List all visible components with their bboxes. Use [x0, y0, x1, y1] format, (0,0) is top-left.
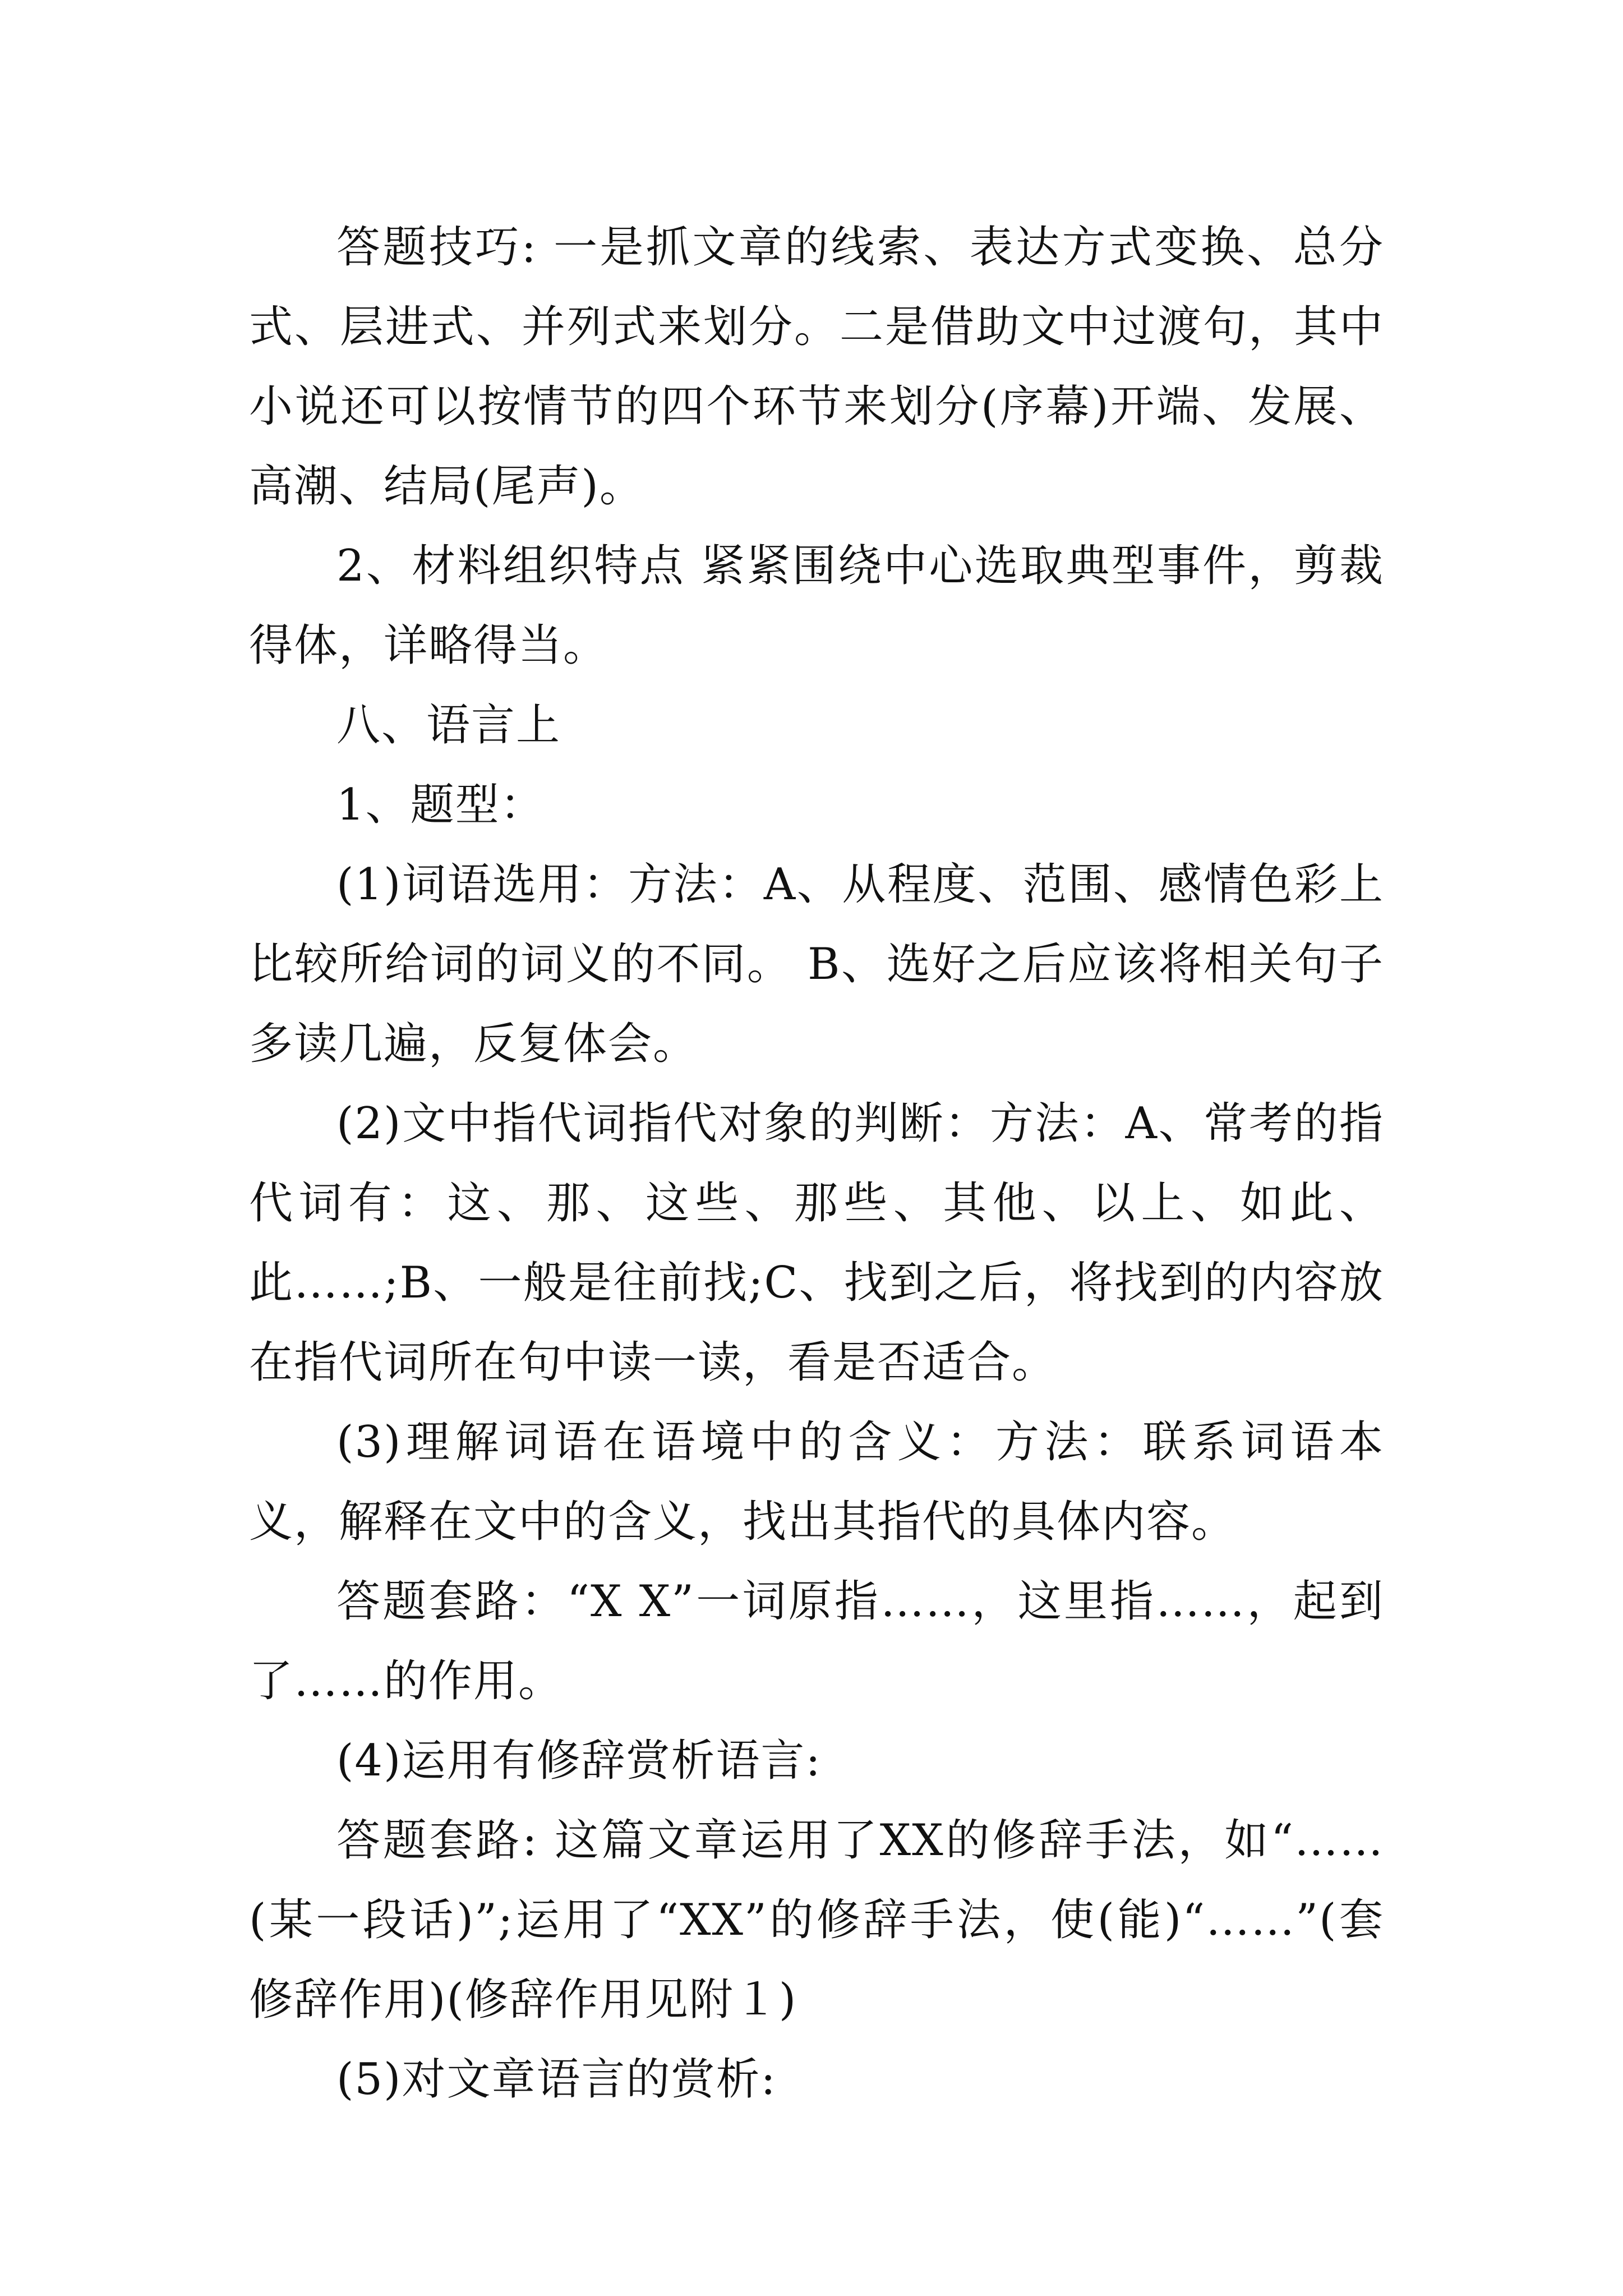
question-types-heading: 1、题型： [336, 780, 545, 830]
answer-template-paragraph: 答题套路：“X X”一词原指……，这里指……，起到了……的作用。 [249, 1576, 1384, 1706]
pronoun-reference-paragraph: (2)文中指代词指代对象的判断：方法：A、常考的指代词有：这、那、这些、那些、其他、以上、如此、此……;B、一般是往前找;C、找到之后，将找到的内容放在指代词所在句中读一读，看是否适合。 [249, 1098, 1384, 1388]
word-meaning-paragraph: (3)理解词语在语境中的含义：方法：联系词语本义，解释在文中的含义，找出其指代的具体内容。 [249, 1417, 1384, 1547]
word-choice-paragraph: (1)词语选用：方法：A、从程度、范围、感情色彩上比较所给词的词义的不同。 B、选好之后应该将相关句子多读几遍，反复体会。 [249, 859, 1384, 1069]
rhetoric-heading: (4)运用有修辞赏析语言: [336, 1736, 822, 1786]
language-appreciation-heading: (5)对文章语言的赏析: [336, 2054, 777, 2105]
material-organization-paragraph: 2、材料组织特点 紧紧围绕中心选取典型事件，剪裁得体，详略得当。 [249, 541, 1384, 671]
document-body [249, 208, 1384, 2119]
rhetoric-template-paragraph: 答题套路: 这篇文章运用了XX的修辞手法，如“……(某一段话)”;运用了“XX”的修辞手法，使(能)“……”(套修辞作用)(修辞作用见附１) [249, 1815, 1384, 2025]
section-heading-language: 八、语言上 [336, 700, 561, 751]
answer-tips-paragraph: 答题技巧: 一是抓文章的线索、表达方式变换、总分式、层进式、并列式来划分。二是借助文中过渡句，其中小说还可以按情节的四个环节来划分(序幕)开端、发展、高潮、结局(尾声)。 [249, 222, 1384, 512]
